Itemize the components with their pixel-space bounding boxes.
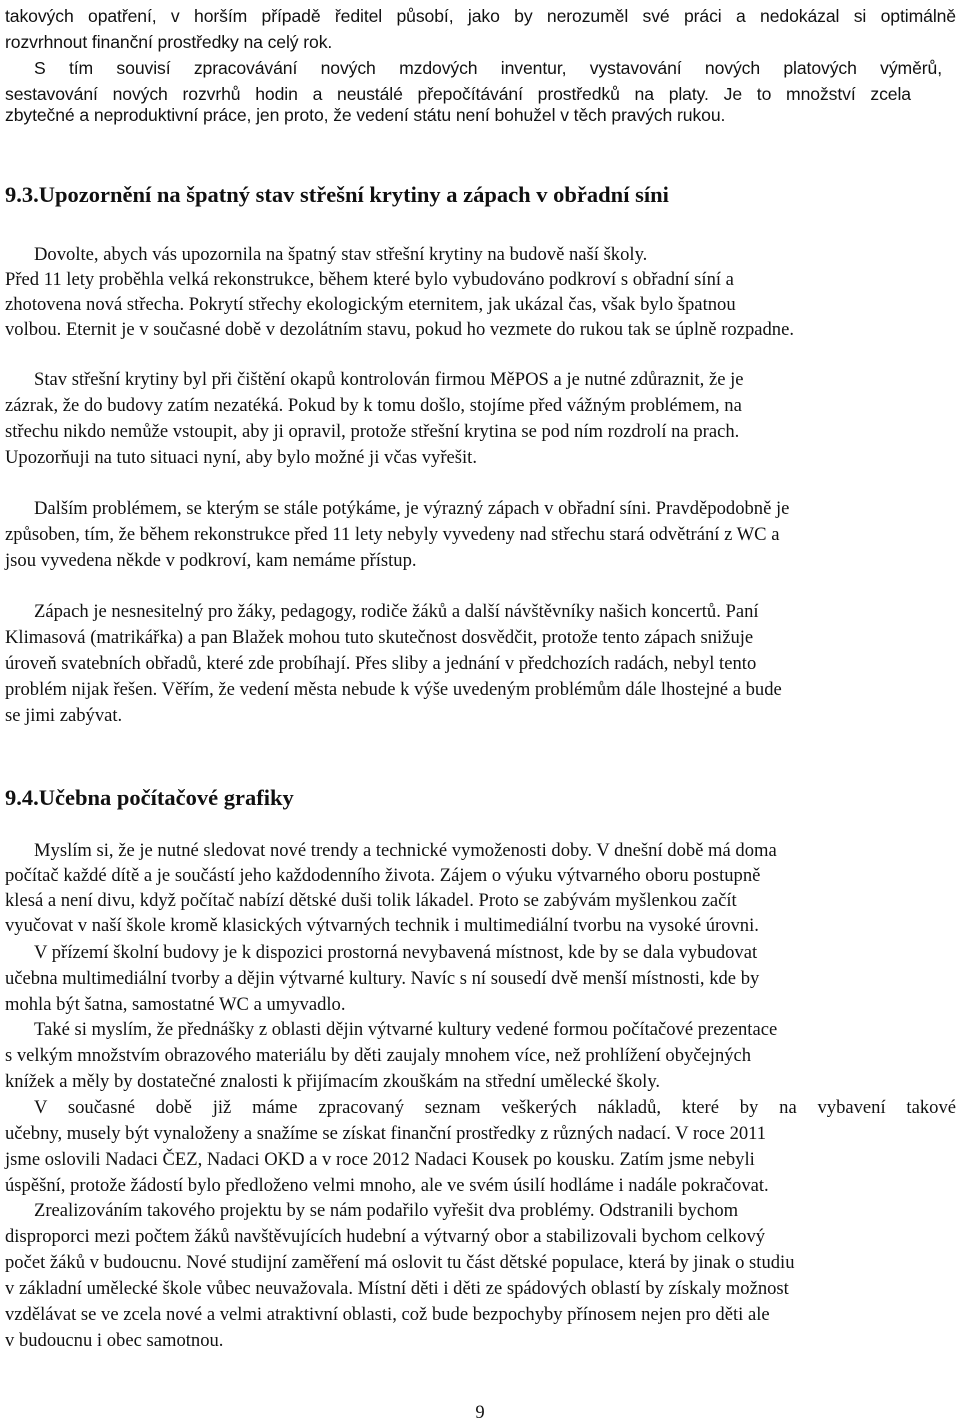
text-line: počet žáků v budoucnu. Nové studijní zaměření má oslovit tu část dětské populace, která by jinak o studiu (5, 1252, 795, 1273)
text-line: V přízemí školní budovy je k dispozici prostorná nevybavená místnost, kde by se dala vybudovat (34, 942, 758, 963)
text-line: mohla být šatna, samostatné WC a umyvadlo. (5, 994, 346, 1015)
text-line: v budoucnu i obec samotnou. (5, 1330, 224, 1351)
text-line: střechu nikdo nemůže vstoupit, aby ji opravil, protože střešní krytina se pod ním rozdrolí na prach. (5, 421, 740, 442)
text-line: rozvrhnout finanční prostředky na celý rok. (5, 32, 333, 52)
text-line: knížek a měly by dostatečné znalosti k přijímacím zkouškám na střední umělecké školy. (5, 1071, 661, 1092)
text-line: učebna multimediální tvorby a dějin výtvarné kultury. Navíc s ní sousedí dvě menší místnosti, kde by (5, 968, 760, 989)
text-line: volbou. Eternit je v současné době v dezolátním stavu, pokud ho vezmete do rukou tak se úplně rozpadne. (5, 319, 794, 340)
text-line: Před 11 lety proběhla velká rekonstrukce, během které bylo vybudováno podkroví s obřadní síní a (5, 269, 734, 290)
text-line: V současné době již máme zpracovaný seznam veškerých nákladů, které by na vybavení takové (34, 1097, 956, 1118)
text-line: S tím souvisí zpracovávání nových mzdových inventur, vystavování nových platových výměrů, (34, 58, 942, 78)
text-line: jsou vyvedena někde v podkroví, kam nemáme přístup. (5, 550, 417, 571)
text-line: Upozorňuji na tuto situaci nyní, aby bylo možné ji včas vyřešit. (5, 447, 477, 468)
text-line: Dovolte, abych vás upozornila na špatný stav střešní krytiny na budově naší školy. (34, 244, 648, 265)
text-line: Zrealizováním takového projektu by se nám podařilo vyřešit dva problémy. Odstranili bychom (34, 1200, 739, 1221)
text-line: jsme oslovili Nadaci ČEZ, Nadaci OKD a v roce 2012 Nadaci Kousek po kousku. Zatím jsme nebyli (5, 1149, 755, 1170)
text-line: vzdělávat se ve zcela nové a velmi atraktivní oblasti, což bude bezpochyby přínosem nejen pro děti ale (5, 1304, 770, 1325)
text-line: zázrak, že do budovy zatím nezatéká. Pokud by k tomu došlo, stojíme před vážným problémem, na (5, 395, 742, 416)
text-line: úroveň svatebních obřadů, které zde probíhají. Přes sliby a jednání v předchozích radách, nebyl tento (5, 653, 757, 674)
text-line: takových opatření, v horším případě ředitel působí, jako by nerozuměl své práci a nedokázal si optimálně (5, 6, 956, 26)
text-line: úspěšní, protože žádostí bylo předloženo velmi mnoho, ale ve svém úsilí hodláme i nadále pokračovat. (5, 1175, 769, 1196)
text-line: Také si myslím, že přednášky z oblasti dějin výtvarné kultury vedené formou počítačové prezentace (34, 1019, 778, 1040)
text-line: zbytečné a neproduktivní práce, jen proto, že vedení státu není bohužel v těch pravých rukou. (5, 105, 726, 125)
section-heading-9-4: 9.4.Učebna počítačové grafiky (5, 785, 294, 810)
text-line: Myslím si, že je nutné sledovat nové trendy a technické vymoženosti doby. V dnešní době má doma (34, 840, 777, 861)
text-line: učebny, musely být vynaloženy a snažíme se získat finanční prostředky z různých nadací. V roce 2011 (5, 1123, 767, 1144)
text-line: v základní umělecké škole vůbec neuvažovala. Místní děti i děti ze spádových oblastí by získaly možnost (5, 1278, 789, 1299)
text-line: disproporci mezi počtem žáků navštěvujících hudební a výtvarný obor a stabilizovali bychom celkový (5, 1226, 766, 1247)
text-line: problém nijak řešen. Věřím, že vedení města nebude k výše uvedeným problémům dále lhostejné a bude (5, 679, 782, 700)
section-heading-9-3: 9.3.Upozornění na špatný stav střešní krytiny a zápach v obřadní síni (5, 182, 669, 207)
text-line: způsoben, tím, že během rekonstrukce před 11 lety nebyly vyvedeny nad střechu stará odvětrání z WC a (5, 524, 780, 545)
text-line: klesá a není divu, když počítač nabízí dětské duši tolik lákadel. Proto se zabývám myšlenkou začít (5, 890, 737, 911)
text-line: sestavování nových rozvrhů hodin a neustálé přepočítávání prostředků na platy. Je to množství zcela (5, 84, 911, 104)
text-line: Zápach je nesnesitelný pro žáky, pedagogy, rodiče žáků a další návštěvníky našich koncertů. Paní (34, 601, 759, 622)
text-line: zhotovena nová střecha. Pokrytí střechy ekologickým eternitem, jak ukázal čas, však bylo špatnou (5, 294, 736, 315)
text-line: Dalším problémem, se kterým se stále potýkáme, je výrazný zápach v obřadní síni. Pravděpodobně je (34, 498, 790, 519)
text-line: počítač každé dítě a je součástí jeho každodenního života. Zájem o výuku výtvarného oboru postupně (5, 865, 761, 886)
text-line: se jimi zabývat. (5, 705, 123, 726)
text-line: vyučovat v naší škole kromě klasických výtvarných technik i multimediální tvorbu na vysoké úrovni. (5, 915, 759, 936)
text-line: Klimasová (matrikářka) a pan Blažek mohou tuto skutečnost dosvědčit, protože tento zápach snižuje (5, 627, 754, 648)
page-number: 9 (475, 1402, 485, 1423)
text-line: s velkým množstvím obrazového materiálu by děti zaujaly mnohem více, než prohlížení obyčejných (5, 1045, 752, 1066)
text-line: Stav střešní krytiny byl při čištění okapů kontrolován firmou MěPOS a je nutné zdůraznit, že je (34, 369, 744, 390)
